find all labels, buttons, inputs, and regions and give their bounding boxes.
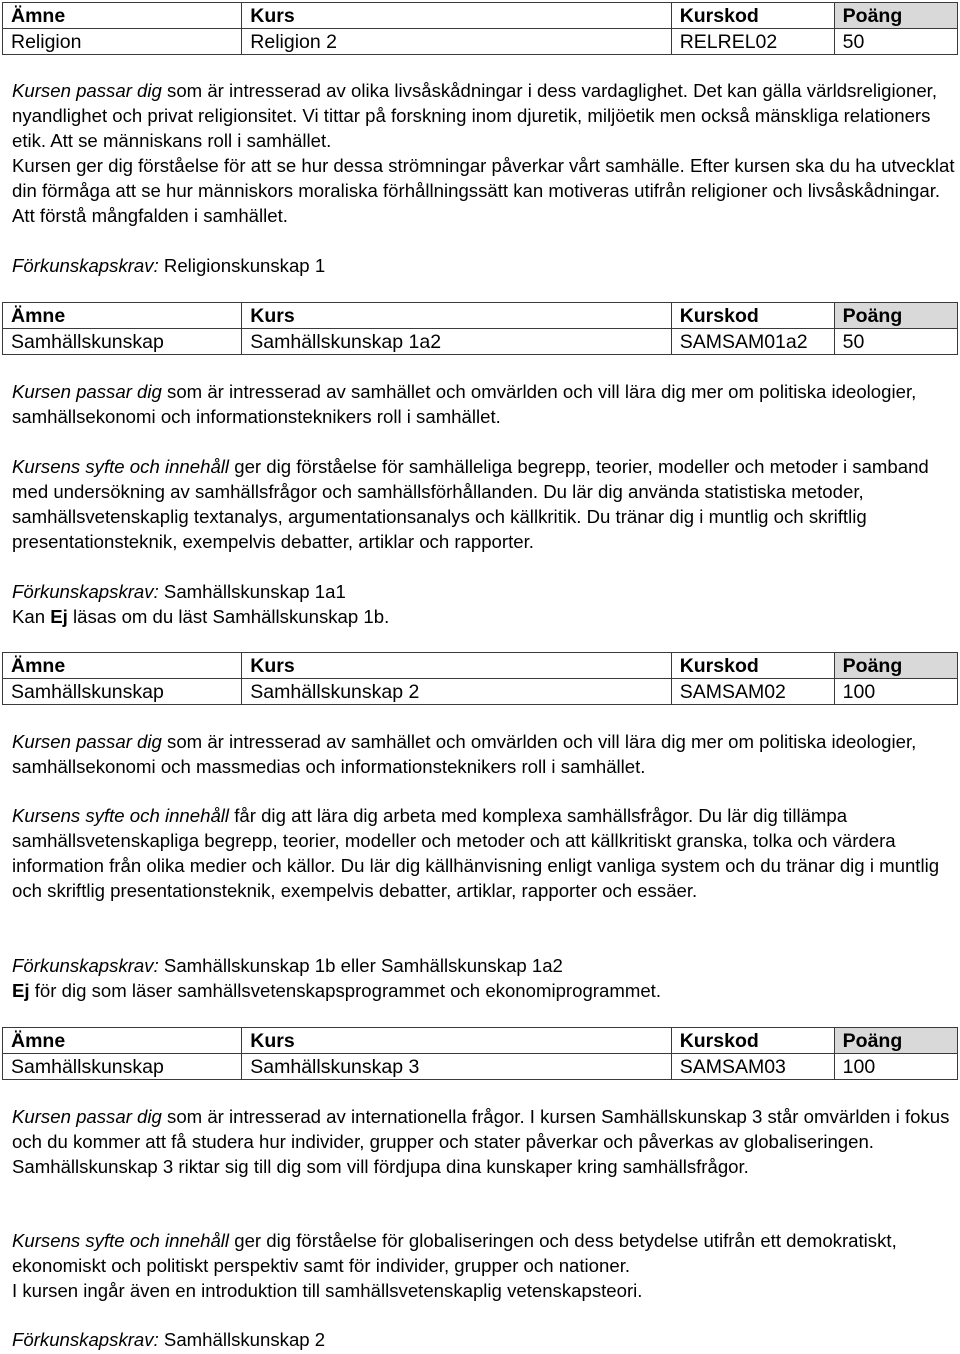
table-row: [3, 29, 958, 55]
header-course-code: Kurskod: [671, 303, 834, 329]
header-points: Poäng: [834, 3, 957, 29]
course-table: [2, 302, 958, 355]
content-text: ger dig förståelse för samhälleliga begrepp, teorier, modeller och metoder i samband med undersökning av samhällsfrågor och samhällsförhållanden. Du lär dig använda statistiska metoder, samhällsvetenskaplig textanalys, argumentationsanalys och källkritik. Du tränar dig i muntlig och skriftlig presentationsteknik, exempelvis debatter, artiklar och rapporter.: [12, 456, 929, 552]
content-text: får dig att lära dig arbeta med komplexa samhällsfrågor. Du lär dig tillämpa samhällsvetenskapliga begrepp, teorier, modeller och metoder och att källkritiskt granska, tolka och värdera information från olika medier och källor. Du lär dig källhänvisning enligt vanliga system och du tränar dig i muntlig och skriftlig presentationsteknik, exempelvis debatter, artiklar, rapporter och essäer.: [12, 805, 940, 901]
content-label: Kursens syfte och innehåll: [12, 805, 230, 826]
header-course-code: Kurskod: [671, 653, 834, 679]
header-subject: Ämne: [3, 3, 242, 29]
cell-course: Religion 2: [242, 29, 671, 55]
cell-course: Samhällskunskap 1a2: [242, 329, 671, 355]
prereq-value: Samhällskunskap 1a1: [158, 581, 346, 602]
cell-course-code: RELREL02: [671, 29, 834, 55]
header-course: Kurs: [242, 653, 671, 679]
cell-points: 100: [834, 679, 957, 705]
prereq-value: Religionskunskap 1: [158, 255, 326, 276]
intro-label: Kursen passar dig: [12, 381, 162, 402]
header-points: Poäng: [834, 303, 957, 329]
prereq-label: Förkunskapskrav:: [12, 955, 159, 976]
header-course-code: Kurskod: [671, 1028, 834, 1054]
cell-subject: Samhällskunskap: [3, 329, 242, 355]
course-description: [12, 1104, 956, 1179]
intro-text: som är intresserad av internationella frågor. I kursen Samhällskunskap 3 står omvärlden i fokus och du kommer att få studera hur individer, grupper och stater påverkar och påverkas av globaliseringen. Samhällskunskap 3 riktar sig till dig som vill fördjupa dina kunskaper kring samhällsfrågor.: [12, 1106, 950, 1177]
course-content: [12, 803, 956, 903]
cell-course-code: SAMSAM01a2: [671, 329, 834, 355]
header-subject: Ämne: [3, 303, 242, 329]
header-course: Kurs: [242, 1028, 671, 1054]
prereq-label: Förkunskapskrav:: [12, 1329, 159, 1350]
table-header-row: [3, 303, 958, 329]
note-emphasis: Ej: [50, 606, 68, 627]
intro-text: som är intresserad av olika livsåskådningar i dess vardaglighet. Det kan gälla världsreligioner, nyandlighet och privat religionsitet. Vi tittar på forskning inom djuretik, miljöetik men också mänskliga relationers etik. Att se människans roll i samhället.: [12, 80, 938, 151]
table-row: [3, 1054, 958, 1080]
header-subject: Ämne: [3, 653, 242, 679]
cell-points: 100: [834, 1054, 957, 1080]
prerequisites: [12, 253, 956, 278]
table-header-row: [3, 653, 958, 679]
table-row: [3, 679, 958, 705]
course-description: [12, 78, 956, 153]
intro-text: som är intresserad av samhället och omvärlden och vill lära dig mer om politiska ideologier, samhällsekonomi och informationsteknikers roll i samhället.: [12, 381, 917, 427]
prerequisites: [12, 953, 956, 1003]
content-text: Kursen ger dig förståelse för att se hur dessa strömningar påverkar vårt samhälle. Efter kursen ska du ha utvecklat din förmåga att se hur människors moraliska förhållningssätt kan motiveras utifrån religioner och livsåskådningar. Att förstå mångfalden i samhället.: [12, 155, 955, 226]
course-content: [12, 454, 956, 554]
course-table: [2, 2, 958, 55]
course-table: [2, 1027, 958, 1080]
cell-subject: Samhällskunskap: [3, 679, 242, 705]
header-points: Poäng: [834, 1028, 957, 1054]
content-extra: I kursen ingår även en introduktion till samhällsvetenskaplig vetenskapsteori.: [12, 1280, 643, 1301]
course-description: [12, 379, 956, 429]
cell-subject: Samhällskunskap: [3, 1054, 242, 1080]
cell-points: 50: [834, 329, 957, 355]
course-description: [12, 729, 956, 779]
cell-points: 50: [834, 29, 957, 55]
header-course: Kurs: [242, 3, 671, 29]
intro-text: som är intresserad av samhället och omvärlden och vill lära dig mer om politiska ideologier, samhällsekonomi och massmedias och informationsteknikers roll i samhället.: [12, 731, 917, 777]
cell-subject: Religion: [3, 29, 242, 55]
restriction-note: [12, 604, 956, 629]
table-header-row: [3, 3, 958, 29]
note-text: för dig som läser samhällsvetenskapsprogrammet och ekonomiprogrammet.: [29, 980, 661, 1001]
table-header-row: [3, 1028, 958, 1054]
content-label: Kursens syfte och innehåll: [12, 456, 230, 477]
note-text: läsas om du läst Samhällskunskap 1b.: [67, 606, 390, 627]
content-text: ger dig förståelse för globaliseringen och dess betydelse utifrån ett demokratiskt, ekonomiskt och politiskt perspektiv samt för individer, grupper och nationer.: [12, 1230, 897, 1276]
table-row: [3, 329, 958, 355]
course-content: [12, 1228, 956, 1303]
header-course-code: Kurskod: [671, 3, 834, 29]
prerequisites: [12, 579, 956, 629]
cell-course-code: SAMSAM03: [671, 1054, 834, 1080]
cell-course: Samhällskunskap 2: [242, 679, 671, 705]
course-table: [2, 652, 958, 705]
prereq-label: Förkunskapskrav:: [12, 581, 159, 602]
note-prefix: Kan: [12, 606, 51, 627]
header-subject: Ämne: [3, 1028, 242, 1054]
intro-label: Kursen passar dig: [12, 1106, 162, 1127]
intro-label: Kursen passar dig: [12, 80, 162, 101]
cell-course-code: SAMSAM02: [671, 679, 834, 705]
prereq-value: Samhällskunskap 2: [158, 1329, 326, 1350]
cell-course: Samhällskunskap 3: [242, 1054, 671, 1080]
header-points: Poäng: [834, 653, 957, 679]
prereq-value: Samhällskunskap 1b eller Samhällskunskap 1a2: [158, 955, 563, 976]
note-emphasis: Ej: [12, 980, 30, 1001]
prereq-label: Förkunskapskrav:: [12, 255, 159, 276]
header-course: Kurs: [242, 303, 671, 329]
content-label: Kursens syfte och innehåll: [12, 1230, 230, 1251]
prerequisites: [12, 1327, 956, 1352]
restriction-note: [12, 978, 956, 1003]
course-content: [12, 153, 956, 228]
intro-label: Kursen passar dig: [12, 731, 162, 752]
